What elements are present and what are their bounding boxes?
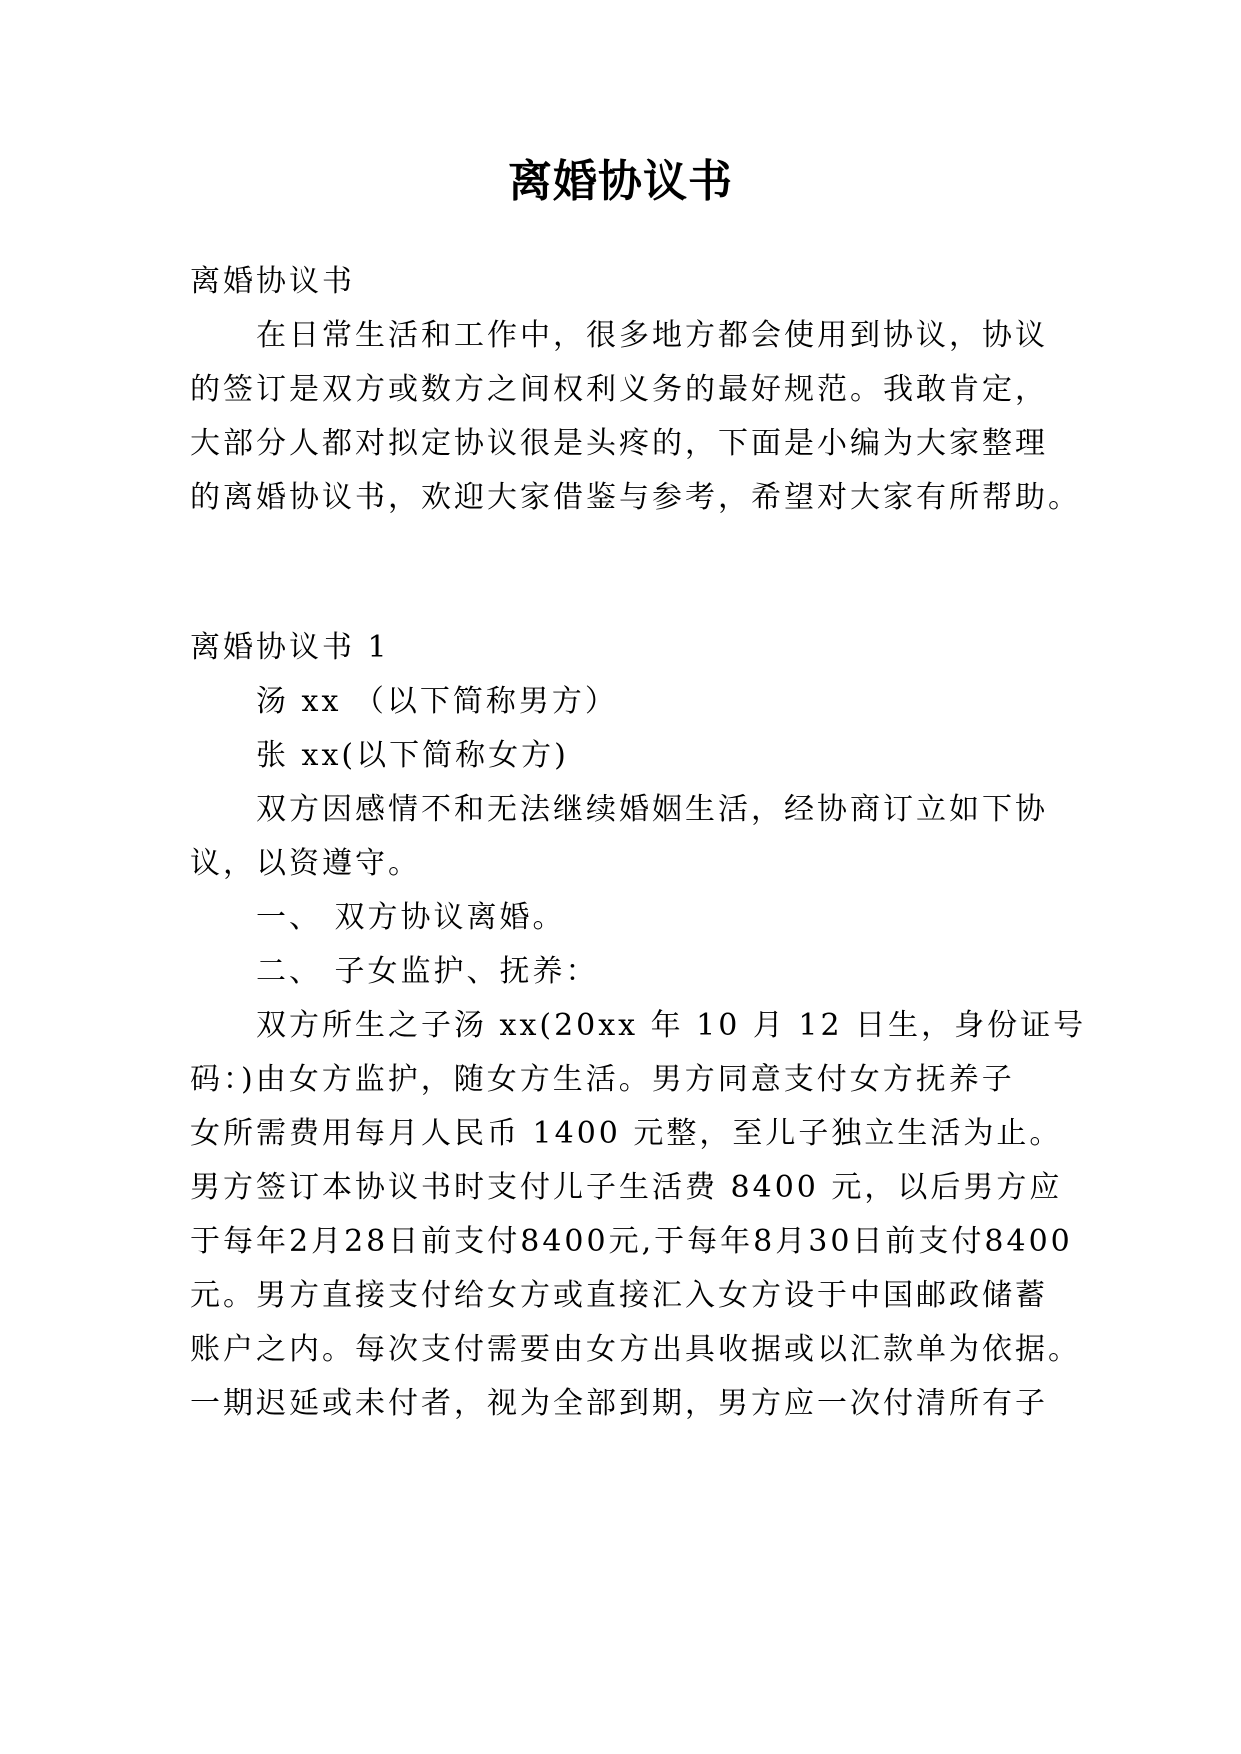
paragraph-line: 的签订是双方或数方之间权利义务的最好规范。我敢肯定， bbox=[190, 372, 1048, 407]
paragraph-line: 女所需费用每月人民币 1400 元整，至儿子独立生活为止。 bbox=[190, 1116, 1063, 1151]
paragraph-line: 双方因感情不和无法继续婚姻生活，经协商订立如下协 bbox=[256, 792, 1048, 827]
clause-line: 一、 双方协议离婚。 bbox=[256, 900, 566, 935]
paragraph-line: 一期迟延或未付者，视为全部到期，男方应一次付清所有子 bbox=[190, 1386, 1048, 1421]
paragraph-line: 议，以资遵守。 bbox=[190, 846, 421, 881]
paragraph-line: 的离婚协议书，欢迎大家借鉴与参考，希望对大家有所帮助。 bbox=[190, 480, 1081, 515]
document-title: 离婚协议书 bbox=[508, 156, 733, 207]
paragraph-line: 元。男方直接支付给女方或直接汇入女方设于中国邮政储蓄 bbox=[190, 1278, 1048, 1313]
paragraph-line: 于每年2月28日前支付8400元,于每年8月30日前支付8400 bbox=[190, 1224, 1073, 1259]
paragraph-line: 男方签订本协议书时支付儿子生活费 8400 元，以后男方应 bbox=[190, 1170, 1063, 1205]
paragraph-line: 在日常生活和工作中，很多地方都会使用到协议，协议 bbox=[256, 318, 1048, 353]
clause-line: 二、 子女监护、抚养： bbox=[256, 954, 599, 989]
party-line: 汤 xx （以下简称男方） bbox=[256, 684, 618, 719]
section-heading: 离婚协议书 bbox=[190, 264, 355, 299]
paragraph-line: 大部分人都对拟定协议很是头疼的，下面是小编为大家整理 bbox=[190, 426, 1048, 461]
section-heading: 离婚协议书 1 bbox=[190, 630, 390, 665]
paragraph-line: 双方所生之子汤 xx(20xx 年 10 月 12 日生，身份证号 bbox=[256, 1008, 1087, 1043]
party-line: 张 xx(以下简称女方) bbox=[256, 738, 569, 773]
paragraph-line: 账户之内。每次支付需要由女方出具收据或以汇款单为依据。 bbox=[190, 1332, 1081, 1367]
paragraph-line: 码：)由女方监护，随女方生活。男方同意支付女方抚养子 bbox=[190, 1062, 1015, 1097]
